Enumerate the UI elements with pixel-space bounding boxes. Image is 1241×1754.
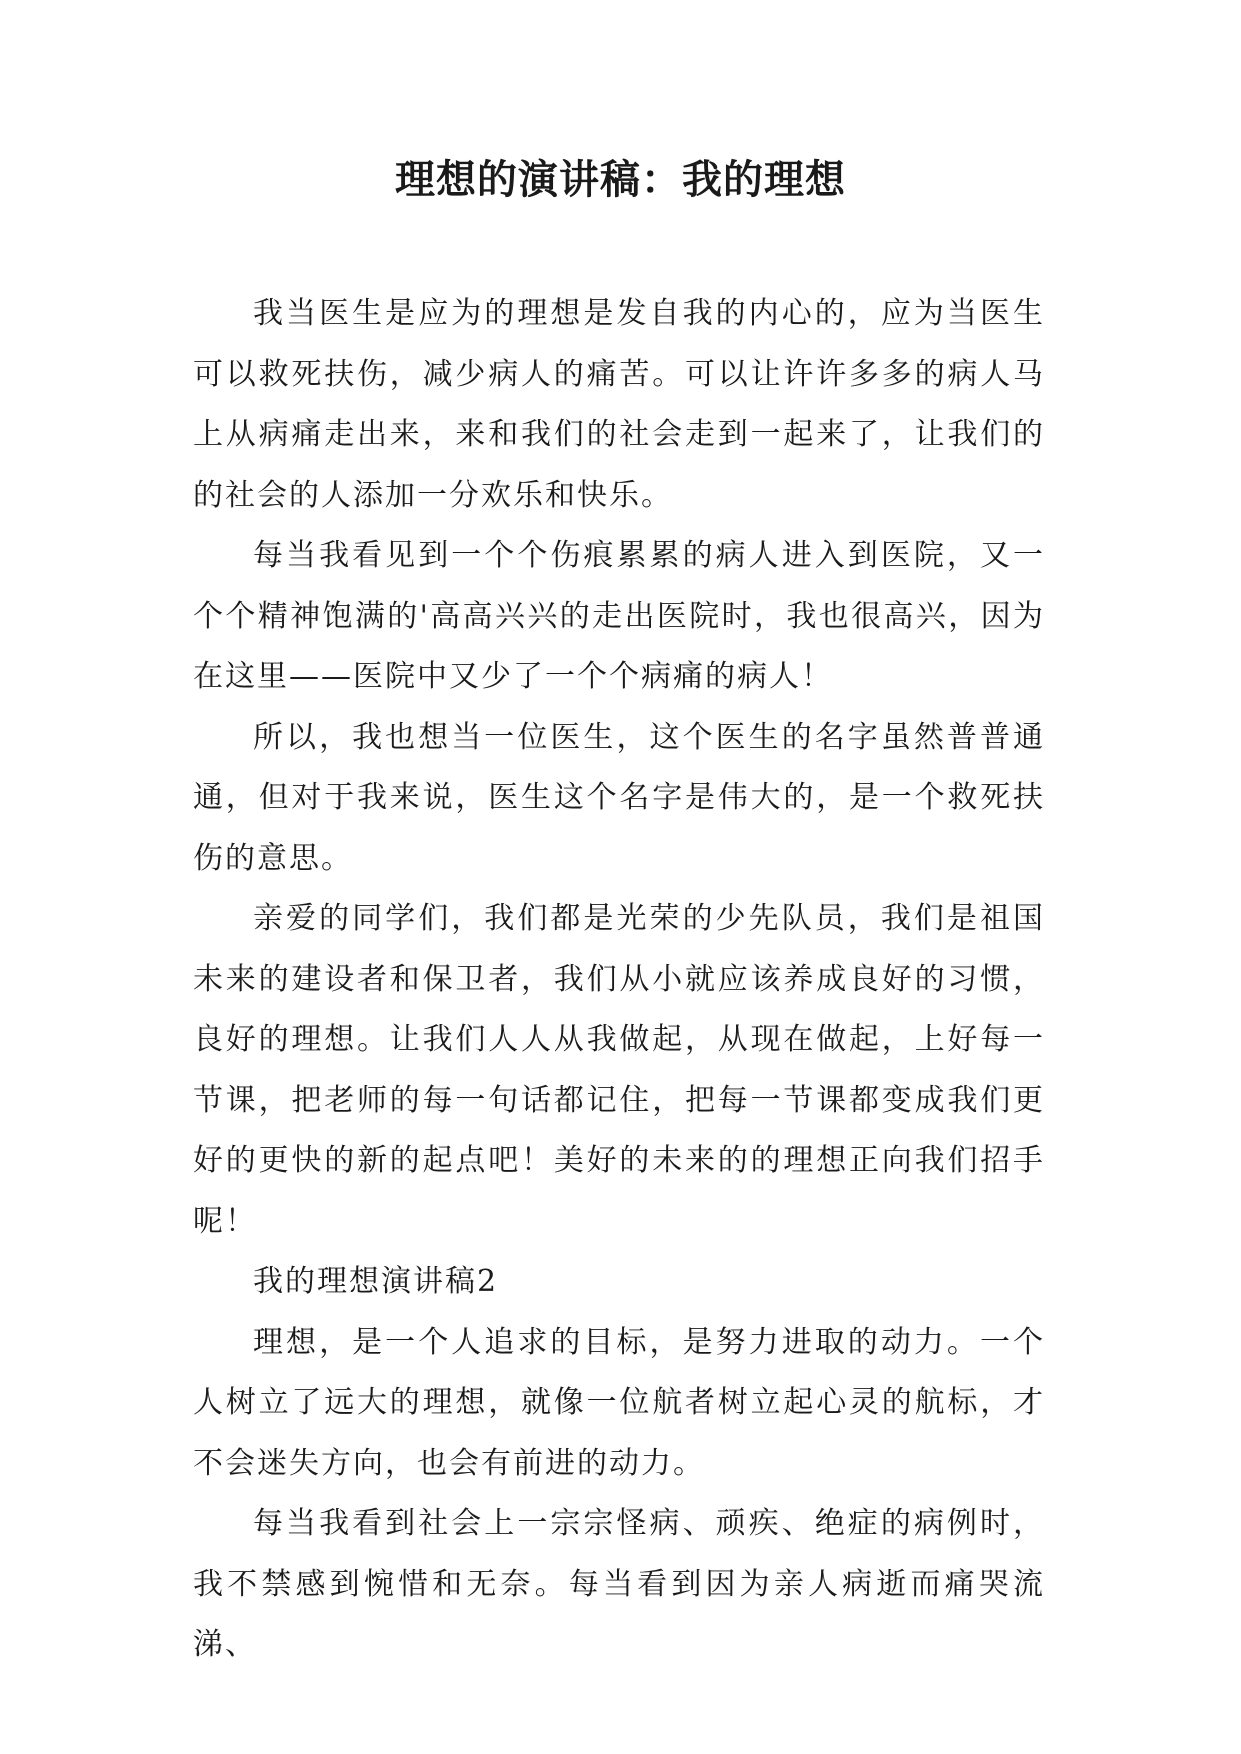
paragraph-6: 每当我看到社会上一宗宗怪病、顽疾、绝症的病例时，我不禁感到惋惜和无奈。每当看到因为亲人病逝而痛哭流涕、 (193, 1506, 1045, 1662)
paragraph-2: 每当我看见到一个个伤痕累累的病人进入到医院，又一个个精神饱满的'高高兴兴的走出医院时，我也很高兴，因为在这里——医院中又少了一个个病痛的病人！ (193, 538, 1045, 694)
document-body (193, 284, 1045, 1676)
paragraph-1: 我当医生是应为的理想是发自我的内心的，应为当医生可以救死扶伤，减少病人的痛苦。可以让许许多多的病人马上从病痛走出来，来和我们的社会走到一起来了，让我们的的社会的人添加一分欢乐和快乐。 (193, 296, 1045, 513)
section-heading: 我的理想演讲稿2 (253, 1264, 499, 1299)
paragraph-5: 理想，是一个人追求的目标，是努力进取的动力。一个人树立了远大的理想，就像一位航者树立起心灵的航标，才不会迷失方向，也会有前进的动力。 (193, 1324, 1045, 1481)
paragraph-4: 亲爱的同学们，我们都是光荣的少先队员，我们是祖国未来的建设者和保卫者，我们从小就应该养成良好的习惯，良好的理想。让我们人人从我做起，从现在做起，上好每一节课，把老师的每一句话都记住，把每一节课都变成我们更好的更快的新的起点吧！美好的未来的的理想正向我们招手呢！ (193, 901, 1045, 1239)
paragraph-3: 所以，我也想当一位医生，这个医生的名字虽然普普通通，但对于我来说，医生这个名字是伟大的，是一个救死扶伤的意思。 (193, 719, 1045, 876)
document-title: 理想的演讲稿：我的理想 (395, 156, 846, 203)
